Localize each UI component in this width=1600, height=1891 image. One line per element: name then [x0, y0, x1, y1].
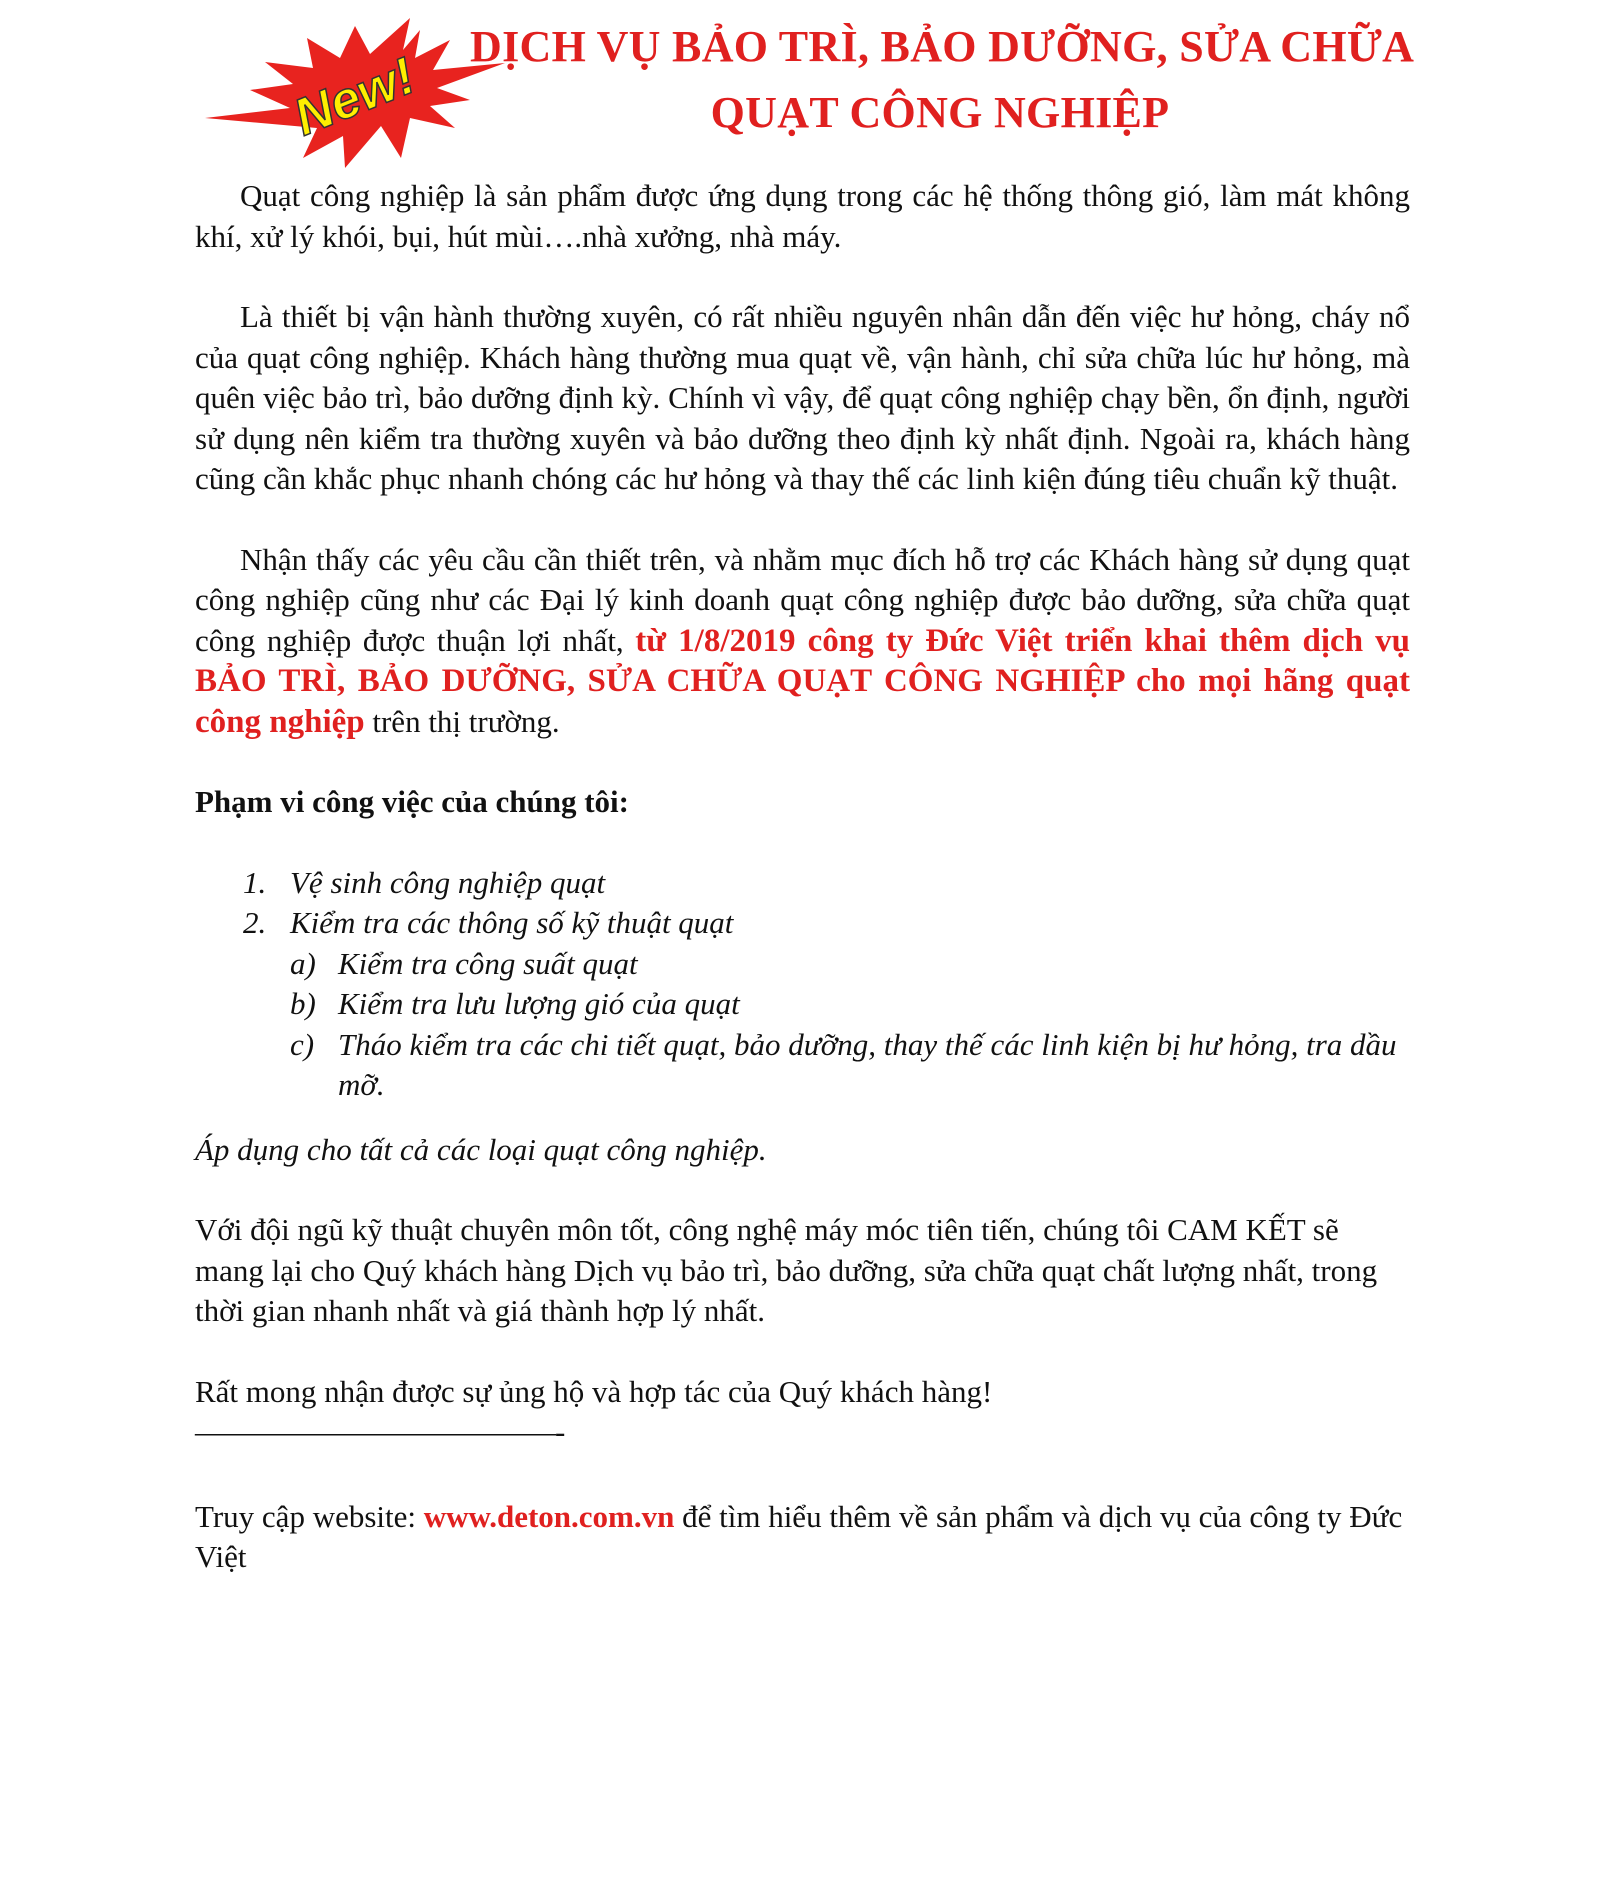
- scope-subitem: [290, 1025, 1410, 1106]
- scope-subitem: [290, 984, 1410, 1025]
- divider-line: ————————————-: [195, 1414, 565, 1449]
- website-suffix: để tìm hiểu thêm về sản phẩm và dịch vụ của công ty Đức Việt: [195, 1498, 1403, 1574]
- scope-item-text: Vệ sinh công nghiệp quạt: [290, 864, 606, 900]
- announcement-end: trên thị trường.: [372, 703, 560, 739]
- scope-item-number: 1.: [243, 864, 267, 900]
- announcement-paragraph: [195, 540, 1410, 743]
- title-line-1: DỊCH VỤ BẢO TRÌ, BẢO DƯỠNG, SỬA CHỮA: [470, 22, 1415, 71]
- scope-heading: Phạm vi công việc của chúng tôi:: [195, 784, 629, 819]
- new-label: New!: [286, 46, 424, 148]
- scope-subitem-letter: b): [290, 986, 316, 1021]
- scope-subitem: [290, 944, 1410, 985]
- title-line-2: QUẠT CÔNG NGHIỆP: [710, 88, 1170, 137]
- intro-paragraph: Quạt công nghiệp là sản phẩm được ứng dụng trong các hệ thống thông gió, làm mát không khí, xử lý khói, bụi, hút mùi….nhà xưởng, nhà máy.: [195, 178, 1410, 254]
- website-link[interactable]: www.deton.com.vn: [423, 1498, 675, 1534]
- announcement-text: Nhận thấy các yêu cầu cần thiết trên, và nhằm mục đích hỗ trợ các Khách hàng sử dụng quạt công nghiệp cũng như các Đại lý kinh doanh quạt công nghiệp được bảo dưỡng, sửa chữa quạt công nghiệp được thuận lợi nhất,: [195, 541, 1410, 658]
- commitment-paragraph: Với đội ngũ kỹ thuật chuyên môn tốt, công nghệ máy móc tiên tiến, chúng tôi CAM KẾT sẽ mang lại cho Quý khách hàng Dịch vụ bảo trì, bảo dưỡng, sửa chữa quạt chất lượng nhất, trong thời gian nhanh nhất và giá thành hợp lý nhất.: [195, 1212, 1378, 1328]
- scope-item: [195, 903, 1410, 1106]
- scope-item: [195, 863, 1410, 904]
- scope-item-number: 2.: [243, 905, 267, 940]
- scope-item-text: Kiểm tra các thông số kỹ thuật quạt: [290, 905, 734, 940]
- problem-paragraph: Là thiết bị vận hành thường xuyên, có rất nhiều nguyên nhân dẫn đến việc hư hỏng, cháy nổ của quạt công nghiệp. Khách hàng thường mua quạt về, vận hành, chỉ sửa chữa lúc hư hỏng, mà quên việc bảo trì, bảo dưỡng định kỳ. Chính vì vậy, để quạt công nghiệp chạy bền, ổn định, người sử dụng nên kiểm tra thường xuyên và bảo dưỡng theo định kỳ nhất định. Ngoài ra, khách hàng cũng cần khắc phục nhanh chóng các hư hỏng và thay thế các linh kiện đúng tiêu chuẩn kỹ thuật.: [195, 299, 1410, 496]
- scope-subitem-text: Kiểm tra lưu lượng gió của quạt: [338, 986, 740, 1021]
- scope-sublist: [290, 944, 1410, 1106]
- closing-line: Rất mong nhận được sự ủng hộ và hợp tác của Quý khách hàng!: [195, 1373, 993, 1409]
- website-paragraph: [195, 1497, 1410, 1578]
- apply-note: Áp dụng cho tất cả các loại quạt công nghiệp.: [195, 1131, 767, 1167]
- announcement-highlight: từ 1/8/2019 công ty Đức Việt triển khai thêm dịch vụ BẢO TRÌ, BẢO DƯỠNG, SỬA CHỮA QUẠT CÔNG NGHIỆP cho mọi hãng quạt công nghiệp: [195, 622, 1411, 740]
- scope-subitem-text: Kiểm tra công suất quạt: [338, 945, 638, 981]
- page-title: [470, 14, 1415, 146]
- scope-list: [195, 863, 1410, 1106]
- scope-subitem-text: Tháo kiểm tra các chi tiết quạt, bảo dưỡng, thay thế các linh kiện bị hư hỏng, tra dầu mỡ.: [338, 1026, 1397, 1102]
- scope-subitem-letter: c): [290, 1026, 315, 1062]
- scope-subitem-letter: a): [290, 945, 316, 981]
- new-starburst-badge: [205, 18, 505, 168]
- website-prefix: Truy cập website:: [195, 1498, 416, 1534]
- document-body: [195, 176, 1410, 1618]
